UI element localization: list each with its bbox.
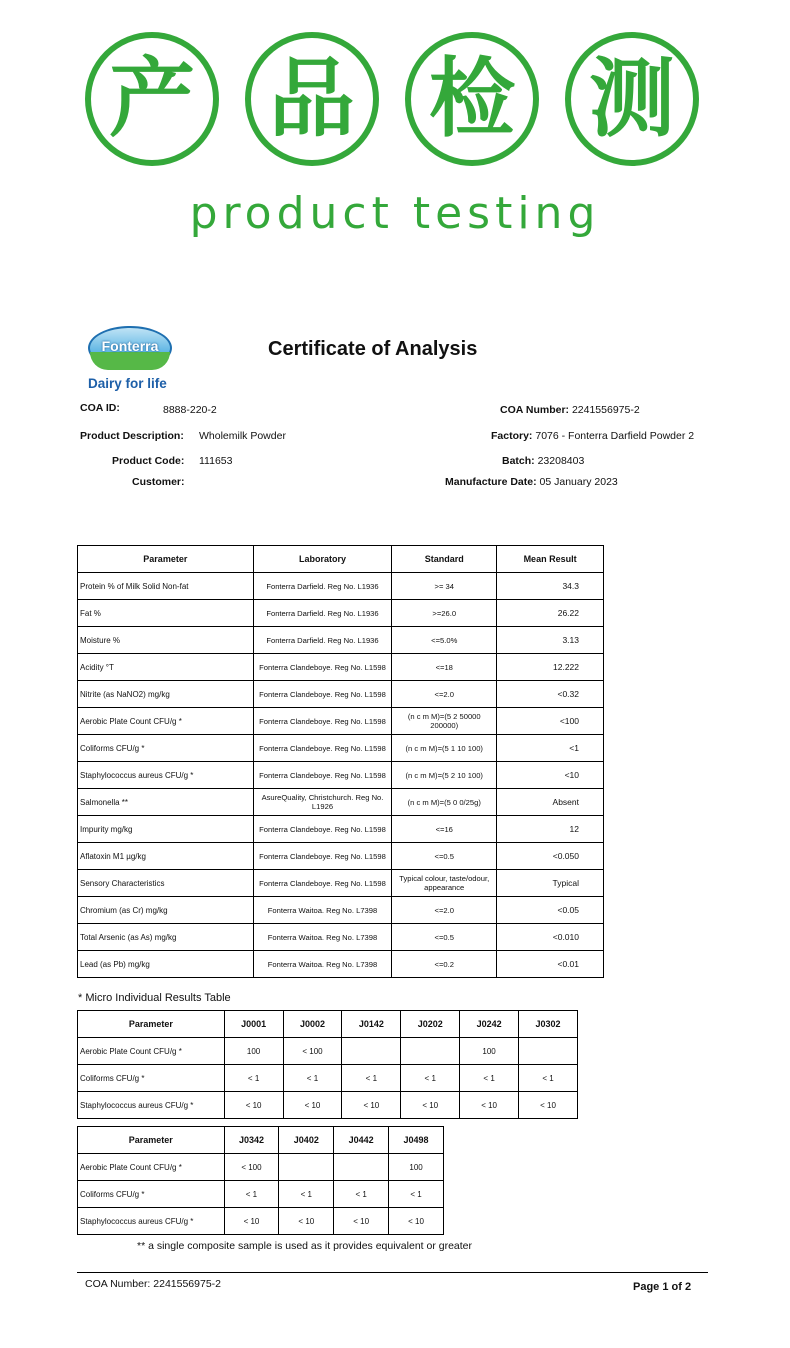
table-row <box>78 762 604 789</box>
table-cell: 100 <box>460 1038 519 1065</box>
table-cell: < 1 <box>283 1065 342 1092</box>
table-cell: (n c m M)=(5 1 10 100) <box>392 735 497 762</box>
product-description-label: Product Description: <box>80 430 184 442</box>
manufacture-date-field: Manufacture Date: 05 January 2023 <box>445 476 618 488</box>
table-row <box>78 681 604 708</box>
table-header-cell: J0242 <box>460 1011 519 1038</box>
micro-results-table-b <box>77 1126 444 1235</box>
table-cell: <0.32 <box>497 681 604 708</box>
table-cell: <0.01 <box>497 951 604 978</box>
table-cell: < 1 <box>224 1065 283 1092</box>
table-cell: <=0.5 <box>392 843 497 870</box>
logo-brand: Fonterra <box>101 338 159 354</box>
product-description-value: Wholemilk Powder <box>199 430 286 442</box>
table-row <box>78 627 604 654</box>
table-row <box>78 1065 578 1092</box>
table-cell: Aflatoxin M1 µg/kg <box>78 843 254 870</box>
table-cell: 26.22 <box>497 600 604 627</box>
table-cell: >=26.0 <box>392 600 497 627</box>
table-cell: <=0.5 <box>392 924 497 951</box>
table-cell: Salmonella ** <box>78 789 254 816</box>
table-cell: Aerobic Plate Count CFU/g * <box>78 1038 225 1065</box>
table-row <box>78 1181 444 1208</box>
footer-page-number: Page 1 of 2 <box>633 1281 692 1293</box>
table-header-cell: J0342 <box>224 1127 279 1154</box>
table-cell: 3.13 <box>497 627 604 654</box>
table-cell: (n c m M)=(5 2 10 100) <box>392 762 497 789</box>
table-cell: <0.010 <box>497 924 604 951</box>
table-header-row <box>78 1127 444 1154</box>
factory-field: Factory: 7076 - Fonterra Darfield Powder 2 <box>491 430 695 442</box>
coa-id-value: 8888-220-2 <box>163 404 217 416</box>
table-cell <box>342 1038 401 1065</box>
table-cell: <=0.2 <box>392 951 497 978</box>
header-mean-result: Mean Result <box>497 546 604 573</box>
table-cell: <=2.0 <box>392 897 497 924</box>
table-cell: Total Arsenic (as As) mg/kg <box>78 924 254 951</box>
table-header-cell: J0498 <box>389 1127 444 1154</box>
table-cell: 12 <box>497 816 604 843</box>
table-cell: Absent <box>497 789 604 816</box>
table-cell: Fonterra Clandeboye. Reg No. L1598 <box>253 843 392 870</box>
footer-divider <box>77 1272 708 1273</box>
table-cell: Coliforms CFU/g * <box>78 735 254 762</box>
table-cell: Fonterra Waitoa. Reg No. L7398 <box>253 951 392 978</box>
table-header-cell: J0442 <box>334 1127 389 1154</box>
banner-circles <box>85 32 715 172</box>
customer-label: Customer: <box>132 476 185 488</box>
table-row <box>78 708 604 735</box>
header-standard: Standard <box>392 546 497 573</box>
table-cell: <0.05 <box>497 897 604 924</box>
table-cell: Staphylococcus aureus CFU/g * <box>78 1092 225 1119</box>
table-cell: Fonterra Clandeboye. Reg No. L1598 <box>253 708 392 735</box>
table-cell: Coliforms CFU/g * <box>78 1181 225 1208</box>
table-cell: < 1 <box>389 1181 444 1208</box>
table-cell: < 10 <box>401 1092 460 1119</box>
table-cell: < 10 <box>519 1092 578 1119</box>
table-header-cell: J0202 <box>401 1011 460 1038</box>
table-cell: < 1 <box>401 1065 460 1092</box>
table-cell: Sensory Characteristics <box>78 870 254 897</box>
table-cell: <=16 <box>392 816 497 843</box>
table-cell: Protein % of Milk Solid Non-fat <box>78 573 254 600</box>
table-cell <box>279 1154 334 1181</box>
table-cell: < 1 <box>460 1065 519 1092</box>
product-code-value: 111653 <box>199 455 233 467</box>
table-row <box>78 654 604 681</box>
table-cell <box>334 1154 389 1181</box>
table-cell <box>401 1038 460 1065</box>
table-cell: < 10 <box>460 1092 519 1119</box>
batch-field: Batch: 23208403 <box>502 455 585 467</box>
table-cell: (n c m M)=(5 0 0/25g) <box>392 789 497 816</box>
table-cell: >= 34 <box>392 573 497 600</box>
header-parameter: Parameter <box>78 546 254 573</box>
banner-char-circle: 检 <box>405 32 539 166</box>
table-cell: Fonterra Clandeboye. Reg No. L1598 <box>253 816 392 843</box>
table-cell: < 1 <box>519 1065 578 1092</box>
table-header-cell: Parameter <box>78 1011 225 1038</box>
micro-table-title: * Micro Individual Results Table <box>78 992 231 1004</box>
table-header-row <box>78 1011 578 1038</box>
table-cell: Fonterra Clandeboye. Reg No. L1598 <box>253 762 392 789</box>
table-cell: < 10 <box>283 1092 342 1119</box>
table-row <box>78 816 604 843</box>
table-cell: Fonterra Clandeboye. Reg No. L1598 <box>253 654 392 681</box>
table-cell: <=18 <box>392 654 497 681</box>
table-cell: AsureQuality, Christchurch. Reg No. L1926 <box>253 789 392 816</box>
table-cell: Moisture % <box>78 627 254 654</box>
header-laboratory: Laboratory <box>253 546 392 573</box>
table-cell: <0.050 <box>497 843 604 870</box>
table-cell: Fonterra Waitoa. Reg No. L7398 <box>253 897 392 924</box>
table-row <box>78 897 604 924</box>
table-cell: < 10 <box>224 1092 283 1119</box>
table-cell: Aerobic Plate Count CFU/g * <box>78 1154 225 1181</box>
logo-tagline: Dairy for life <box>88 376 167 391</box>
table-row <box>78 1154 444 1181</box>
table-cell: Fonterra Waitoa. Reg No. L7398 <box>253 924 392 951</box>
table-cell: < 10 <box>279 1208 334 1235</box>
certificate-title: Certificate of Analysis <box>268 338 478 360</box>
table-cell: (n c m M)=(5 2 50000 200000) <box>392 708 497 735</box>
table-cell: Nitrite (as NaNO2) mg/kg <box>78 681 254 708</box>
table-header-cell: J0142 <box>342 1011 401 1038</box>
table-cell: Aerobic Plate Count CFU/g * <box>78 708 254 735</box>
table-cell: < 100 <box>283 1038 342 1065</box>
banner-subtitle: product testing <box>189 188 601 239</box>
table-row <box>78 1038 578 1065</box>
table-cell: <10 <box>497 762 604 789</box>
table-cell: Typical <box>497 870 604 897</box>
table-row <box>78 843 604 870</box>
table-row <box>78 1092 578 1119</box>
table-cell: Fat % <box>78 600 254 627</box>
table-header-cell: J0302 <box>519 1011 578 1038</box>
coa-id-label: COA ID: <box>80 402 120 414</box>
table-cell: < 10 <box>224 1208 279 1235</box>
table-cell: 100 <box>389 1154 444 1181</box>
table-cell: < 10 <box>342 1092 401 1119</box>
table-cell: < 10 <box>334 1208 389 1235</box>
table-cell: Fonterra Darfield. Reg No. L1936 <box>253 600 392 627</box>
table-row <box>78 573 604 600</box>
table-cell: < 10 <box>389 1208 444 1235</box>
table-cell: Fonterra Darfield. Reg No. L1936 <box>253 627 392 654</box>
table-header-cell: J0002 <box>283 1011 342 1038</box>
table-cell: Typical colour, taste/odour, appearance <box>392 870 497 897</box>
table-cell: Chromium (as Cr) mg/kg <box>78 897 254 924</box>
table-cell: <1 <box>497 735 604 762</box>
table-row <box>78 1208 444 1235</box>
table-row <box>78 870 604 897</box>
product-code-label: Product Code: <box>112 455 185 467</box>
table-cell: Fonterra Darfield. Reg No. L1936 <box>253 573 392 600</box>
table-row <box>78 735 604 762</box>
analysis-table <box>77 545 604 978</box>
table-header-cell: Parameter <box>78 1127 225 1154</box>
table-row <box>78 951 604 978</box>
table-cell: Acidity °T <box>78 654 254 681</box>
table-cell: < 1 <box>224 1181 279 1208</box>
table-cell: < 100 <box>224 1154 279 1181</box>
table-cell: 100 <box>224 1038 283 1065</box>
banner-char-circle: 品 <box>245 32 379 166</box>
coa-number-field: COA Number: 2241556975-2 <box>500 404 640 416</box>
table-header-cell: J0001 <box>224 1011 283 1038</box>
banner-char-circle: 产 <box>85 32 219 166</box>
table-row <box>78 789 604 816</box>
table-cell: Coliforms CFU/g * <box>78 1065 225 1092</box>
footer-coa-number: COA Number: 2241556975-2 <box>85 1278 222 1290</box>
table-cell: Lead (as Pb) mg/kg <box>78 951 254 978</box>
table-cell: Fonterra Clandeboye. Reg No. L1598 <box>253 735 392 762</box>
table-cell: Fonterra Clandeboye. Reg No. L1598 <box>253 681 392 708</box>
table-row <box>78 600 604 627</box>
table-header-cell: J0402 <box>279 1127 334 1154</box>
fonterra-logo <box>82 326 192 396</box>
banner-char-circle: 测 <box>565 32 699 166</box>
table-cell: 12.222 <box>497 654 604 681</box>
table-cell: Staphylococcus aureus CFU/g * <box>78 1208 225 1235</box>
table-cell: Staphylococcus aureus CFU/g * <box>78 762 254 789</box>
table-cell: < 1 <box>334 1181 389 1208</box>
table-cell: < 1 <box>279 1181 334 1208</box>
table-cell: <=5.0% <box>392 627 497 654</box>
table-row <box>78 924 604 951</box>
table-cell: <100 <box>497 708 604 735</box>
table-cell: 34.3 <box>497 573 604 600</box>
micro-results-table-a <box>77 1010 578 1119</box>
logo-green-swoosh-icon <box>90 352 170 370</box>
table-cell: <=2.0 <box>392 681 497 708</box>
table-cell: Fonterra Clandeboye. Reg No. L1598 <box>253 870 392 897</box>
table-cell: Impurity mg/kg <box>78 816 254 843</box>
table-header-row <box>78 546 604 573</box>
table-cell <box>519 1038 578 1065</box>
footnote: ** a single composite sample is used as it provides equivalent or greater <box>137 1240 473 1252</box>
table-cell: < 1 <box>342 1065 401 1092</box>
